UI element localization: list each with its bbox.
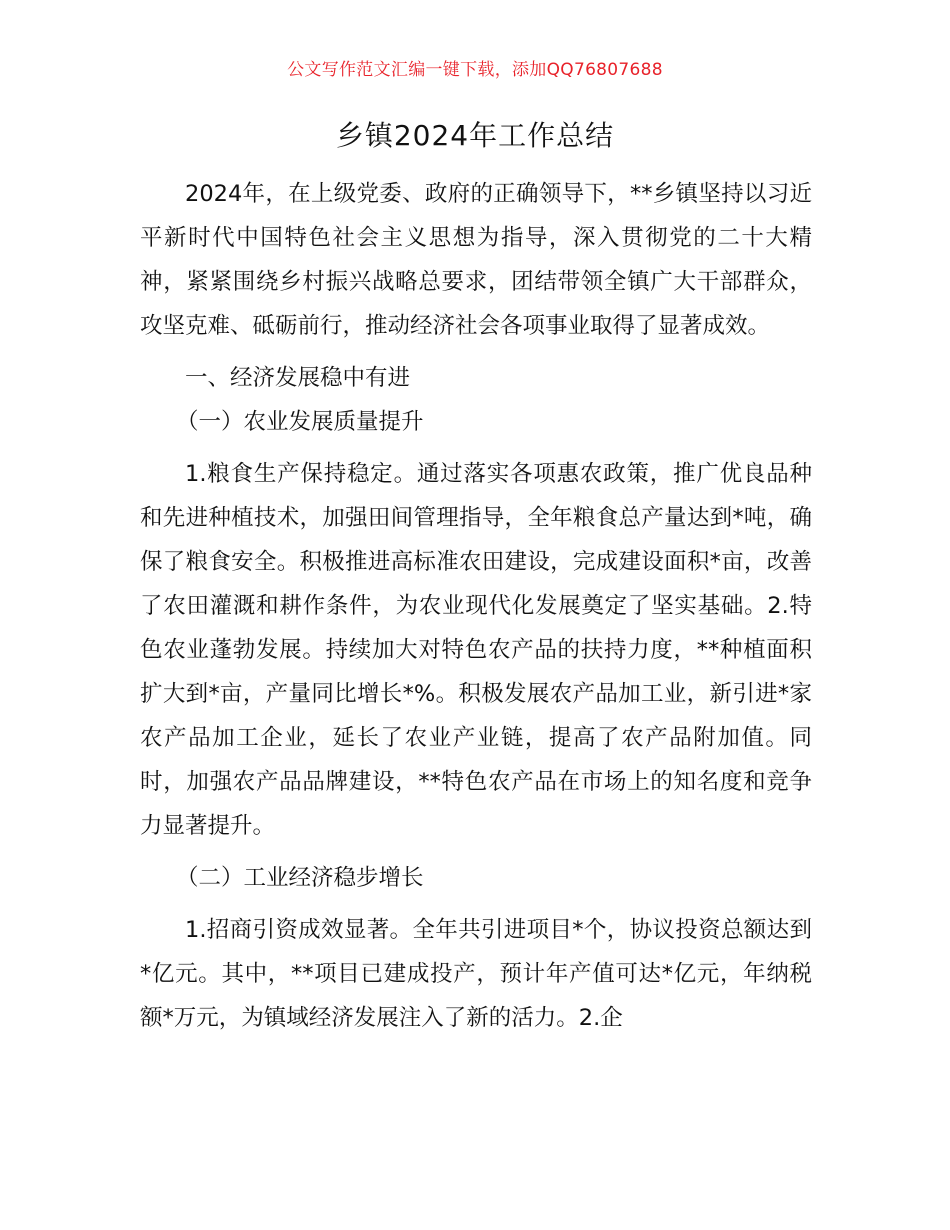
subsection-heading-industry: （二）工业经济稳步增长 [176, 865, 424, 891]
intro-paragraph: 2024年，在上级党委、政府的正确领导下，**乡镇坚持以习近平新时代中国特色社会主义思想为指导，深入贯彻党的二十大精神，紧紧围绕乡村振兴战略总要求，团结带领全镇广大干部群众，攻坚克难、砥砺前行，推动经济社会各项事业取得了显著成效。 [140, 181, 812, 339]
document-body [140, 172, 812, 1040]
section-heading: 一、经济发展稳中有进 [185, 365, 411, 391]
subsection-heading-agriculture: （一）农业发展质量提升 [176, 409, 424, 435]
industry-paragraph: 1.招商引资成效显著。全年共引进项目*个，协议投资总额达到*亿元。其中，**项目已建成投产，预计年产值可达*亿元，年纳税额*万元，为镇域经济发展注入了新的活力。2.企 [140, 917, 812, 1031]
page-title: 乡镇2024年工作总结 [335, 119, 615, 152]
watermark-banner: 公文写作范文汇编一键下载，添加QQ76807688 [287, 60, 663, 80]
agriculture-paragraph: 1.粮食生产保持稳定。通过落实各项惠农政策，推广优良品种和先进种植技术，加强田间管理指导，全年粮食总产量达到*吨，确保了粮食安全。积极推进高标准农田建设，完成建设面积*亩，改善了农田灌溉和耕作条件，为农业现代化发展奠定了坚实基础。2.特色农业蓬勃发展。持续加大对特色农产品的扶持力度，**种植面积扩大到*亩，产量同比增长*%。积极发展农产品加工业，新引进*家农产品加工企业，延长了农业产业链，提高了农产品附加值。同时，加强农产品品牌建设，**特色农产品在市场上的知名度和竞争力显著提升。 [140, 461, 812, 839]
